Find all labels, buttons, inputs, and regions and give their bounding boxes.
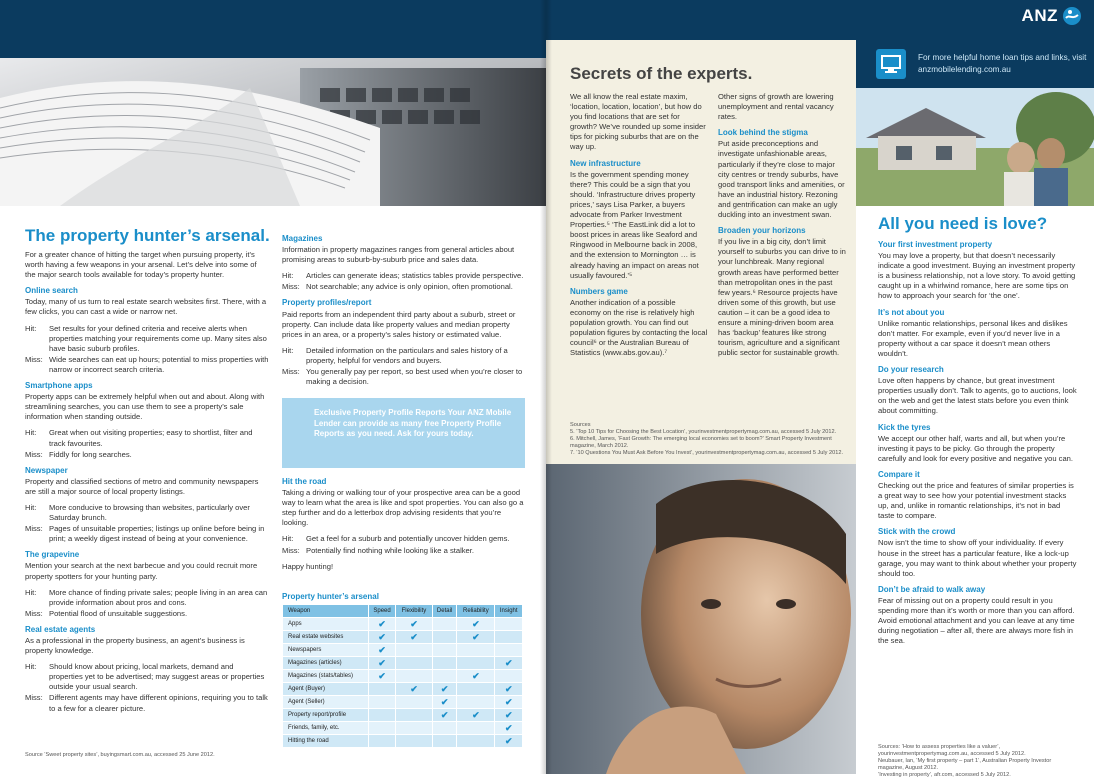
left-page [0,0,546,774]
section-body: Property apps can be extremely helpful when out and about. Along with streamlining searches, you can use them to see a property’s sale information when standing outside. [25,392,265,422]
checkmark-icon: ✔ [472,631,480,642]
hit-line-text: Articles can generate ideas; statistics tables provide perspective. [306,271,524,281]
page-gutter [540,0,552,774]
section-body: Unlike romantic relationships, personal likes and dislikes don’t matter. For example, even if you’d never live in a property without a car space it doesn’t mean others wouldn’t. [878,318,1068,358]
table-cell [495,696,523,709]
weapon-name: Hitting the road [283,735,369,748]
table-cell [432,657,456,670]
table-title: Property hunter’s arsenal [282,592,379,601]
table-row [283,631,523,644]
promo-text: Exclusive Property Profile Reports Your ANZ Mobile Lender can provide as many free Property Profile Reports as you need. Ask for yours today. [314,408,512,438]
hit-line [25,503,269,523]
hit-line [282,534,525,544]
table-cell [396,618,433,631]
table-cell [369,735,396,748]
weapon-name: Magazines (stats/tables) [283,670,369,683]
home-loan-tips-link[interactable] [918,52,1090,76]
weapon-name: Newspapers [283,644,369,657]
arsenal-table [282,592,523,748]
hit-line [25,324,269,354]
table-cell [432,631,456,644]
weapon-name: Property report/profile [283,709,369,722]
section-body: Property and classified sections of metro and community newspapers are still a major source of local property listings. [25,476,259,496]
section-heading: It’s not about you [878,307,945,317]
section-body: Mention your search at the next barbecue and you could recruit more property spotters for your hunting party. [25,561,258,581]
table-cell [369,709,396,722]
hit-line-label: Hit: [282,271,294,281]
miss-line [25,693,269,713]
hit-line-label: Hit: [25,428,37,438]
table-cell [432,683,456,696]
hit-line-label: Hit: [25,502,37,512]
hit-line-text: Detailed information on the particulars and sales history of a property, helpful for vendors and buyers. [306,345,508,365]
source-line: Neubauer, Ian, ‘My first property – part 1’, Australian Property Investor magazine, August 2012. [878,758,1052,771]
left-column-1 [25,250,269,715]
miss-line-label: Miss: [25,449,43,459]
miss-line-text: Not searchable; any advice is only opinion, often promotional. [306,282,513,292]
happy-hunting: Happy hunting! [282,561,334,571]
experts-intro: We all know the real estate maxim, ‘location, location, location’, but how do you find locations that are set for growth? We’ve rounded up some insider tips for picking suburbs that are on the way up. [570,92,706,152]
section-body: Taking a driving or walking tour of your prospective area can be a good way to learn what the area is like and spot properties. You can also go a step further and do a letterbox drop advising residents that you’re looking. [282,488,524,528]
checkmark-icon: ✔ [504,696,513,707]
hit-line [25,662,269,692]
section-body: Fear of missing out on a property could result in you spending more than it’s worth or more than you can afford. Avoid emotional attachment and you can leave at any time during negotiation – after all, there are always more fish in the sea. [878,595,1075,646]
table-cell [457,709,495,722]
miss-line [282,282,525,292]
table-cell [396,696,433,709]
checkmark-icon: ✔ [504,709,513,720]
hit-line-label: Hit: [282,345,294,355]
section-heading: Real estate agents [25,624,96,634]
table-header-cell: Weapon [283,605,369,618]
table-row [283,709,523,722]
table-cell [432,644,456,657]
table-cell [432,722,456,735]
hit-line [282,346,525,366]
weapon-name: Friends, family, etc. [283,722,369,735]
table-cell [457,657,495,670]
table-body [283,618,523,748]
table-cell [457,644,495,657]
table-cell [369,644,396,657]
hit-line-label: Hit: [25,323,37,333]
table-row [283,735,523,748]
miss-line [282,367,525,387]
miss-line-text: Potential flood of unsuitable suggestions. [49,608,188,618]
checkmark-icon: ✔ [410,618,418,629]
table-cell [495,657,523,670]
hit-the-road-section [282,477,525,578]
hit-line-text: Great when out visiting properties; easy to shortlist, filter and track favourites. [49,428,253,448]
checkmark-icon: ✔ [378,670,386,681]
love-sources [878,744,1078,779]
checkmark-icon: ✔ [378,631,386,642]
checkmark-icon: ✔ [504,683,513,694]
miss-line-label: Miss: [25,608,43,618]
section-body: Another indication of a possible economy on the rise is relatively high population growth. You can find out population figures by contacting the local council⁶ or the Australian Bureau of Statistics (www.abs.gov.au).⁷ [570,297,708,358]
experts-title: Secrets of the experts. [570,64,753,83]
experts-column-2 [718,92,846,364]
table-cell [369,657,396,670]
section-body: Information in property magazines ranges from general articles about promising areas to suburb-by-suburb price and sales data. [282,245,515,265]
section-heading: Property profiles/report [282,298,372,308]
logo-text: ANZ [1021,6,1058,25]
section-heading: Compare it [878,469,920,479]
checkmark-icon: ✔ [472,709,480,720]
table-cell [396,644,433,657]
miss-line-label: Miss: [282,545,300,555]
section-body: As a professional in the property business, an agent’s business is property knowledge. [25,636,245,656]
section-heading: Stick with the crowd [878,527,956,537]
table-cell [396,631,433,644]
hit-line-label: Hit: [282,534,294,544]
table-cell [457,670,495,683]
table-cell [396,683,433,696]
miss-line-text: Different agents may have different opinions, requiring you to talk to a few for a clearer picture. [49,693,268,713]
table-row [283,670,523,683]
table-header-row [283,605,523,618]
checkmark-icon: ✔ [440,683,449,694]
table-cell [432,696,456,709]
table-cell [495,644,523,657]
couple-house-photo [856,88,1094,206]
table-cell [457,722,495,735]
checkmark-icon: ✔ [440,696,449,707]
sources-label: Sources [570,422,591,428]
table-cell [396,722,433,735]
section-heading: Do your research [878,365,944,375]
section-heading: Numbers game [570,286,628,296]
table-cell [495,683,523,696]
computer-monitor-icon [876,49,906,79]
miss-line-label: Miss: [25,524,43,534]
source-line: 6. Mitchell, James, ‘Fast Growth: The emerging local economies set to boom?’ Smart Property Investment magazine, March 2012. [570,436,832,449]
weapon-name: Agent (Buyer) [283,683,369,696]
hit-line-text: More conducive to browsing than websites, particularly over Saturday brunch. [49,502,250,523]
table-row [283,657,523,670]
miss-line-label: Miss: [25,354,43,364]
section-heading: New infrastructure [570,158,641,168]
checkmark-icon: ✔ [504,722,513,733]
table-cell [457,683,495,696]
section-heading: Smartphone apps [25,381,93,391]
checkmark-icon: ✔ [472,670,480,681]
top-band [0,0,546,60]
source-line: 7. ‘10 Questions You Must Ask Before You Invest’, yourinvestmentpropertymag.com.au, accessed 5 July 2012. [570,450,844,456]
table-header-cell: Flexibility [396,605,433,618]
section-body: You may love a property, but that doesn’t necessarily indicate a good investment. Buying an investment property is a business relationship, not a love story. To avoid getting caught up in a whirlwind romance, here are some tips on how to approach your search for ‘the one’. [878,251,1076,301]
hit-line-label: Hit: [25,662,37,672]
experts-sources [570,422,850,457]
profile-reports-promo[interactable] [282,398,525,468]
weapon-name: Agent (Seller) [283,696,369,709]
hit-line-text: More chance of finding private sales; people living in an area can provide information about pros and cons. [49,587,268,607]
miss-line [25,524,269,544]
checkmark-icon: ✔ [378,618,386,629]
table-row [283,683,523,696]
section-body: Now isn’t the time to show off your individuality. If every house in the street has a particular feature, like a lock-up garage, you may want to think about whether your property should too. [878,538,1077,578]
miss-line-label: Miss: [25,693,43,703]
miss-line-label: Miss: [282,367,300,377]
section-body: We accept our other half, warts and all, but when you’re investing it pays to be picky. Go through the property carefully and look for every positive and negative you can. [878,433,1074,463]
table-cell [396,657,433,670]
miss-line-text: Pages of unsuitable properties; listings up online before being in print; a weekly digest instead of being at your convenience. [49,524,265,544]
table-cell [369,696,396,709]
left-column-2 [282,234,525,388]
miss-line [282,546,525,556]
promo-text: For more helpful home loan tips and links, visit anzmobilelending.com.au [918,53,1087,74]
table-cell [432,618,456,631]
table-header-cell: Detail [432,605,456,618]
weapon-name: Apps [283,618,369,631]
checkmark-icon: ✔ [410,683,418,694]
table-cell [495,709,523,722]
section-heading: Online search [25,286,78,296]
section-heading: The grapevine [25,550,80,560]
right-page [546,0,1094,778]
newspaper-photo [0,58,546,206]
source-line: 5. ‘Top 10 Tips for Choosing the Best Location’, yourinvestmentpropertymag.com.au, accessed 5 July 2012. [570,429,837,435]
section-heading: Your first investment property [878,240,993,249]
top-band [546,0,1094,40]
love-column [878,240,1078,652]
miss-line [25,450,269,460]
table-cell [396,735,433,748]
table-cell [369,683,396,696]
weapon-name: Magazines (articles) [283,657,369,670]
miss-line [25,355,269,375]
table-header-cell: Speed [369,605,396,618]
table-cell [432,709,456,722]
hit-line [282,271,525,281]
checkmark-icon: ✔ [504,735,513,746]
miss-line [25,609,269,619]
miss-line-text: Potentially find nothing while looking like a stalker. [306,545,475,555]
anz-swimmers-icon [1062,6,1082,26]
table-cell [495,618,523,631]
table-cell [457,631,495,644]
table-cell [432,670,456,683]
table-cell [432,735,456,748]
miss-line-text: Wide searches can eat up hours; potential to miss properties with narrow or incorrect search criteria. [49,354,269,374]
hit-line-text: Should know about pricing, local markets, demand and properties yet to be advertised; may suggest areas or properties outside your usual search. [49,662,265,692]
table-cell [457,618,495,631]
table-cell [495,735,523,748]
arsenal-title: The property hunter’s arsenal. [25,226,270,245]
intro-paragraph: For a greater chance of hitting the target when pursuing property, it’s worth having a few weapons in your arsenal. Let’s delve into some of the major search tools available for today’s property hunter. [25,250,257,280]
table-cell [369,631,396,644]
section-body: If you live in a big city, don’t limit yourself to suburbs you can drive to in your lunchbreak. Many regional growth areas have performed better than metropolitan ones in the past few years.⁶ Resource projects have driven some of this growth, but use caution – it can be a good idea to ensure a mining-driven boom area has ‘backup’ features like strong tourism, agriculture and a significant public sector for sustainable growth. [718,237,846,358]
table-cell [369,722,396,735]
section-heading: Broaden your horizons [718,226,806,236]
section-heading: Newspaper [25,465,68,475]
table-cell [396,709,433,722]
table-cell [369,618,396,631]
section-body: Paid reports from an independent third party about a suburb, street or property. Can include data like property values and median property prices in an area, or a property’s sales history or estimated value. [282,309,516,339]
hit-line [25,428,269,448]
checkmark-icon: ✔ [410,631,418,642]
weapon-name: Real estate websites [283,631,369,644]
table-header-cell: Reliability [457,605,495,618]
table-cell [495,722,523,735]
experts-column-1 [570,92,708,364]
table-row [283,618,523,631]
anz-logo [1022,6,1082,26]
section-heading: Magazines [282,234,323,243]
miss-line-text: You generally pay per report, so best used when you’re closer to making a decision. [306,367,523,387]
checkmark-icon: ✔ [440,709,449,720]
section-heading: Kick the tyres [878,422,931,432]
table-cell [495,670,523,683]
table-row [283,644,523,657]
section-body: Is the government spending money there? This could be a sign that you should. ‘Infrastructure drives property prices,’ says Lisa Parker, a buyers advocate from Parker Investment Properties.⁵ ‘The EastLink did a lot to boost prices in areas like Seaford and Ringwood in Melbourne back in 2008, and the extension to Mornington … is already having an impact on areas not usually favoured.’⁵ [570,169,699,280]
table-cell [457,735,495,748]
table-row [283,722,523,735]
section-heading: Hit the road [282,477,327,486]
source-line: Sources: ‘How to assess properties like a valuer’, yourinvestmentpropertymag.com.au, accessed 5 July 2012. [878,744,1026,757]
table-cell [396,670,433,683]
table-header-cell: Insight [495,605,523,618]
checkmark-icon: ✔ [378,644,386,655]
table-cell [495,631,523,644]
section-body: Love often happens by chance, but great investment properties usually don’t. Talk to agents, go to auctions, look on the web and get the latest stats before you even think about committing. [878,376,1077,416]
hit-line-text: Get a feel for a suburb and potentially uncover hidden gems. [306,534,510,544]
hit-line [25,588,269,608]
table-cell [457,696,495,709]
section-heading: Look behind the stigma [718,128,808,138]
table-cell [369,670,396,683]
hit-line-label: Hit: [25,587,37,597]
thinking-man-photo [546,464,856,774]
checkmark-icon: ✔ [472,618,480,629]
hit-line-text: Set results for your defined criteria and receive alerts when properties matching your requirements come up. Many sites also have basic suburb profiles. [49,323,267,353]
left-source: Source ‘Sweet property sites’, buyingsmart.com.au, accessed 25 June 2012. [25,752,215,758]
experts-col2-intro: Other signs of growth are lowering unemployment and rental vacancy rates. [718,92,834,122]
miss-line-label: Miss: [282,282,300,292]
source-line: ‘Investing in property’, afr.com, accessed 5 July 2012. [878,772,1011,778]
table-row [283,696,523,709]
section-body: Today, many of us turn to real estate search websites first. There, with a few clicks, you can cast a wide or narrow net. [25,297,267,317]
miss-line-text: Fiddly for long searches. [49,449,132,459]
checkmark-icon: ✔ [378,657,386,668]
section-heading: Don’t be afraid to walk away [878,584,986,594]
section-body: Checking out the price and features of similar properties is a great way to see how your potential investment stacks up, and, unlike in romantic relationships, it’s not in bad taste to compare. [878,480,1074,521]
love-title: All you need is love? [878,214,1048,233]
section-body: Put aside preconceptions and investigate unfashionable areas, particularly if they’re close to major city centres or trendy suburbs, have good transport links and amenities, or have an industrial history. Rezoning and gentrification can make an ugly duckling into an investment swan. [718,139,845,220]
checkmark-icon: ✔ [504,657,513,668]
